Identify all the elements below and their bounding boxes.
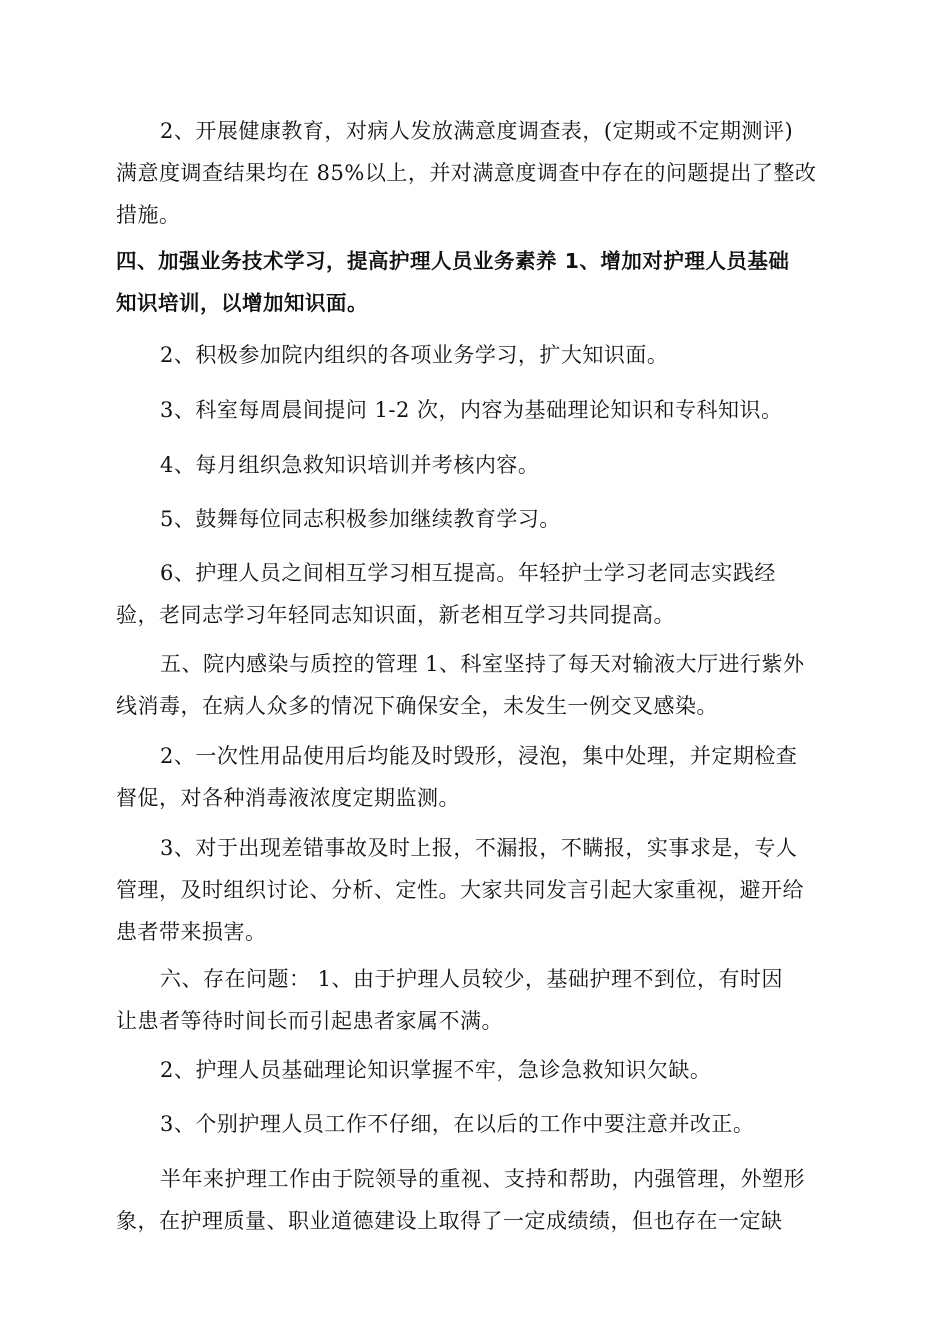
text-line: 让患者等待时间长而引起患者家属不满。	[116, 1009, 503, 1033]
paragraph-item-3	[116, 389, 836, 431]
paragraph-disposables	[116, 735, 836, 819]
section-heading-four	[116, 240, 836, 324]
paragraph-health-education	[116, 110, 836, 236]
text-line: 5、鼓舞每位同志积极参加继续教育学习。	[160, 507, 561, 531]
text-line: 线消毒，在病人众多的情况下确保安全，未发生一例交叉感染。	[116, 694, 718, 718]
text-line: 6、护理人员之间相互学习相互提高。年轻护士学习老同志实践经	[160, 561, 776, 585]
text-line: 五、院内感染与质控的管理 1、科室坚持了每天对输液大厅进行紫外	[160, 652, 805, 676]
text-line: 2、积极参加院内组织的各项业务学习，扩大知识面。	[160, 343, 669, 367]
paragraph-summary	[116, 1158, 836, 1242]
text-line: 4、每月组织急救知识培训并考核内容。	[160, 453, 540, 477]
paragraph-problem-2	[116, 1049, 836, 1091]
text-line: 3、个别护理人员工作不仔细，在以后的工作中要注意并改正。	[160, 1112, 755, 1136]
paragraph-section-six	[116, 958, 836, 1042]
text-line: 患者带来损害。	[116, 920, 267, 944]
heading-line: 知识培训，以增加知识面。	[116, 291, 368, 315]
text-line: 2、开展健康教育，对病人发放满意度调查表，(定期或不定期测评)	[160, 119, 794, 143]
paragraph-item-5	[116, 498, 836, 540]
text-line: 督促，对各种消毒液浓度定期监测。	[116, 786, 460, 810]
paragraph-incident-reporting	[116, 827, 836, 953]
paragraph-section-five	[116, 643, 836, 727]
paragraph-item-2	[116, 334, 836, 376]
paragraph-item-4	[116, 444, 836, 486]
paragraph-item-6	[116, 552, 836, 636]
text-line: 2、一次性用品使用后均能及时毁形，浸泡，集中处理，并定期检查	[160, 744, 798, 768]
text-line: 3、科室每周晨间提问 1-2 次，内容为基础理论知识和专科知识。	[160, 398, 783, 422]
text-line: 象，在护理质量、职业道德建设上取得了一定成绩绩，但也存在一定缺	[116, 1209, 783, 1233]
text-line: 验，老同志学习年轻同志知识面，新老相互学习共同提高。	[116, 603, 675, 627]
text-line: 管理，及时组织讨论、分析、定性。大家共同发言引起大家重视，避开给	[116, 878, 804, 902]
text-line: 半年来护理工作由于院领导的重视、支持和帮助，内强管理，外塑形	[160, 1167, 805, 1191]
text-line: 六、存在问题： 1、由于护理人员较少，基础护理不到位，有时因	[160, 967, 784, 991]
text-line: 措施。	[116, 203, 181, 227]
text-line: 3、对于出现差错事故及时上报，不漏报，不瞒报，实事求是，专人	[160, 836, 798, 860]
heading-line: 四、加强业务技术学习，提高护理人员业务素养 1、增加对护理人员基础	[116, 249, 790, 273]
text-line: 2、护理人员基础理论知识掌握不牢，急诊急救知识欠缺。	[160, 1058, 712, 1082]
paragraph-problem-3	[116, 1103, 836, 1145]
text-line: 满意度调查结果均在 85%以上，并对满意度调查中存在的问题提出了整改	[116, 161, 817, 185]
